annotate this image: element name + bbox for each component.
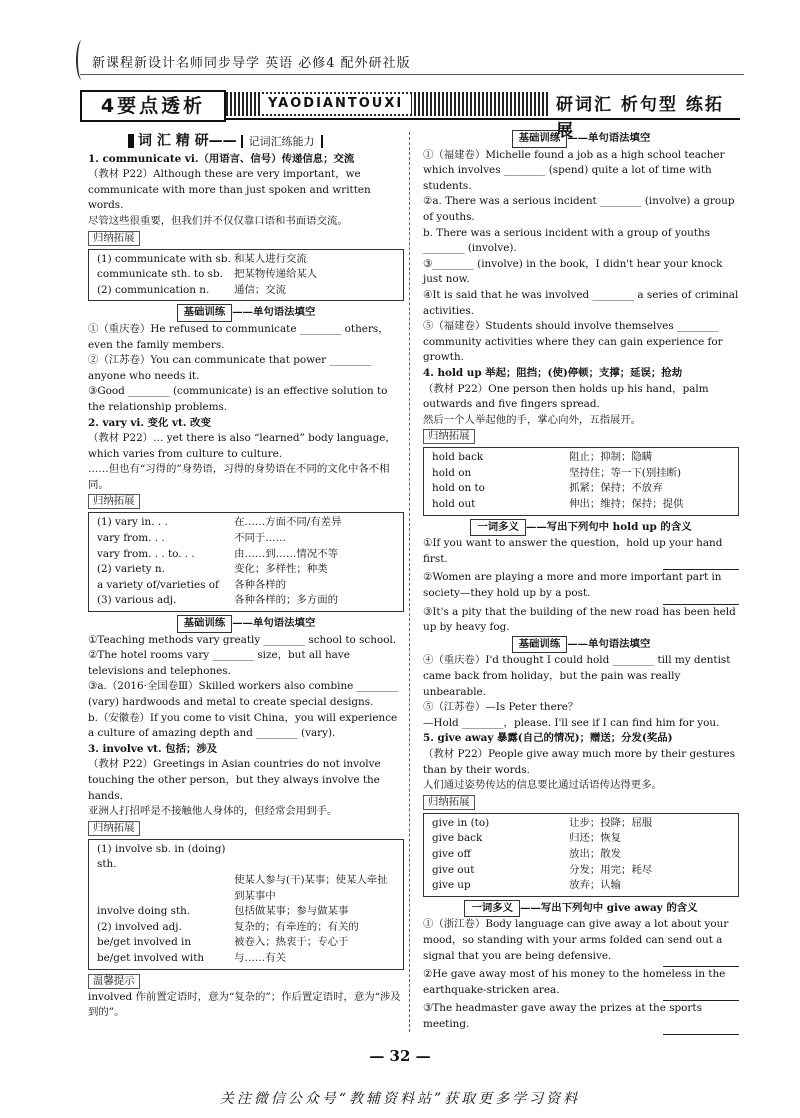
basic-training-tail: ——单句语法填空 bbox=[232, 617, 316, 630]
multi-meaning-label: 一词多义 bbox=[470, 519, 526, 537]
table-row bbox=[97, 951, 395, 967]
entry-example-zh: 人们通过姿势传达的信息要比通过话语传达得更多。 bbox=[423, 779, 662, 792]
right-column bbox=[423, 130, 739, 1035]
tip-label: 温馨提示 bbox=[88, 974, 140, 989]
phrase-cell: vary from. . . bbox=[97, 532, 165, 545]
table-row bbox=[97, 842, 395, 873]
phrase-cell: give out bbox=[432, 863, 475, 876]
footer-note: 关注微信公众号“教辅资料站”获取更多学习资料 bbox=[219, 1091, 581, 1107]
meaning-cell bbox=[234, 842, 395, 873]
induce-table bbox=[423, 447, 739, 515]
phrase-cell: vary from. . . to. . . bbox=[97, 547, 195, 560]
banner-pinyin: YAODIANTOUXI bbox=[260, 94, 411, 114]
exercise-item: ①If you want to answer the question，hold up your hand first. bbox=[423, 537, 723, 565]
induce-table bbox=[88, 839, 404, 970]
meaning-cell: 放出；散发 bbox=[569, 847, 622, 860]
table-row bbox=[432, 847, 730, 863]
meaning-cell: 伸出；维持；保持；提供 bbox=[569, 498, 684, 511]
exercise-item: ④It is said that he was involved ________ a series of criminal activities. bbox=[423, 288, 739, 317]
entry-example-zh: 然后一个人举起他的手，掌心向外，五指展开。 bbox=[423, 413, 642, 426]
tip-text: involved 作前置定语时，意为“复杂的”；作后置定语时，意为“涉及到的”。 bbox=[88, 990, 401, 1019]
exercise-item: ③________ (involve) in the book，I didn't hear your knock just now. bbox=[423, 257, 723, 286]
exercise-item: ③Good ________ (communicate) is an effective solution to the relationship problems. bbox=[88, 385, 388, 413]
table-row bbox=[97, 283, 395, 299]
phrase-cell: involve doing sth. bbox=[97, 905, 191, 918]
phrase-cell: give in (to) bbox=[432, 816, 490, 829]
meaning-cell: 在……方面不同/有差异 bbox=[234, 516, 342, 529]
exercise-item: ①（福建卷）Michelle found a job as a high school teacher which involves ________ (spend) quite a lot of time with students. bbox=[423, 148, 725, 192]
exercise-item: ①Teaching methods vary greatly ________ school to school. bbox=[88, 633, 397, 646]
entry-hold-up-heading: 4. hold up 举起；阻挡；(使)停顿；支撑；延误；抢劫 bbox=[423, 366, 683, 379]
phrase-cell: communicate sth. to sb. bbox=[97, 268, 223, 281]
meaning-cell: 不同于…… bbox=[234, 532, 287, 545]
multi-meaning-tail: ——写出下列句中 hold up 的含义 bbox=[525, 520, 692, 533]
exercise-item: —Hold ________，please. I'll see if I can find him for you. bbox=[423, 716, 720, 729]
meaning-cell: 阻止；抑制；隐瞒 bbox=[569, 451, 653, 464]
meaning-cell: 放弃；认输 bbox=[569, 879, 622, 892]
meaning-cell: 与……有关 bbox=[234, 951, 287, 964]
page-number: — 32 — bbox=[369, 1047, 431, 1065]
basic-training-tail: ——单句语法填空 bbox=[567, 132, 651, 144]
banner-underline bbox=[226, 118, 740, 120]
entry-example-zh: 尽管这些很重要，但我们并不仅仅靠口语和书面语交流。 bbox=[88, 214, 348, 227]
vocab-section-title: 词 汇 精 研 bbox=[138, 133, 209, 149]
entry-example-en: （教材 P22）One person then holds up his hand，palm outwards and five fingers spread. bbox=[423, 382, 709, 411]
exercise-item: ③a.（2016·全国卷Ⅲ）Skilled workers also combine ________ (vary) hardwoods and metal to create special designs. bbox=[88, 680, 399, 708]
book-title: 新课程新设计名师同步导学 英语 必修4 配外研社版 bbox=[92, 56, 411, 71]
phrase-cell: (3) various adj. bbox=[97, 594, 177, 607]
basic-training-label: 基础训练 bbox=[512, 130, 568, 148]
phrase-cell bbox=[97, 873, 234, 904]
meaning-cell: 通信；交流 bbox=[234, 283, 287, 296]
induce-label: 归纳拓展 bbox=[88, 494, 140, 509]
exercise-item: b.（安徽卷）If you come to visit China，you will experience a culture of amazing depth and ________ (vary). bbox=[88, 711, 398, 740]
induce-table-grid bbox=[97, 842, 395, 967]
basic-training-tail: ——单句语法填空 bbox=[567, 637, 651, 650]
phrase-cell: (1) involve sb. in (doing) sth. bbox=[97, 842, 226, 871]
phrase-cell: (2) variety n. bbox=[97, 563, 165, 576]
table-row bbox=[97, 904, 395, 920]
banner-tagline: 研词汇 析句型 练拓展 bbox=[556, 95, 724, 141]
table-row bbox=[97, 547, 395, 563]
meaning-cell: 把某物传递给某人 bbox=[234, 268, 318, 281]
phrase-cell: hold out bbox=[432, 498, 476, 511]
meaning-cell: 归还；恢复 bbox=[569, 832, 622, 845]
table-row bbox=[97, 267, 395, 283]
table-row bbox=[97, 531, 395, 547]
column-divider bbox=[409, 132, 410, 1032]
table-row bbox=[97, 935, 395, 951]
table-row bbox=[97, 593, 395, 609]
phrase-cell: (1) communicate with sb. bbox=[97, 252, 231, 265]
induce-table-grid bbox=[432, 450, 730, 512]
table-row bbox=[97, 578, 395, 594]
meaning-cell: 各种各样的；多方面的 bbox=[234, 594, 338, 607]
multi-meaning-tail: ——写出下列句中 give away 的含义 bbox=[520, 901, 698, 914]
induce-label: 归纳拓展 bbox=[423, 795, 475, 810]
entry-example-zh: 亚洲人打招呼是不接触他人身体的，但经常会用到手。 bbox=[88, 805, 338, 818]
meaning-cell: 和某人进行交流 bbox=[234, 252, 307, 265]
basic-training-label: 基础训练 bbox=[177, 615, 233, 633]
induce-table-grid bbox=[97, 252, 395, 299]
exercise-item: ②a. There was a serious incident ________ (involve) a group of youths. bbox=[423, 195, 735, 223]
multi-meaning-label: 一词多义 bbox=[464, 900, 520, 918]
exercise-item: ①（浙江卷）Body language can give away a lot about your mood，so standing with your arms folded can send out a signal that you are being defensive. bbox=[423, 918, 729, 962]
vocab-section-subtitle: 记词汇练能力 bbox=[241, 135, 323, 148]
meaning-cell: 让步；投降；屈服 bbox=[569, 816, 653, 829]
induce-table-grid bbox=[97, 515, 395, 609]
table-row bbox=[432, 450, 730, 466]
meaning-cell: 包括做某事；参与做某事 bbox=[234, 905, 349, 918]
table-row bbox=[97, 252, 395, 268]
exercise-item: ④（重庆卷）I'd thought I could hold ________ till my dentist came back from holiday，but the pain was really unbearable. bbox=[423, 654, 731, 698]
entry-give-away-heading: 5. give away 暴露(自己的情况)；赠送；分发(奖品) bbox=[423, 732, 673, 745]
meaning-cell: 被卷入；热衷于；专心于 bbox=[234, 936, 349, 949]
phrase-cell: give up bbox=[432, 879, 471, 892]
table-row bbox=[97, 873, 395, 904]
exercise-item: ②The hotel rooms vary ________ size，but all have televisions and telephones. bbox=[88, 649, 350, 677]
meaning-cell: 由……到……情况不等 bbox=[234, 547, 338, 560]
table-row bbox=[432, 497, 730, 513]
meaning-cell: 分发；用完；耗尽 bbox=[569, 863, 653, 876]
phrase-cell: give back bbox=[432, 832, 483, 845]
bookmark-icon bbox=[128, 134, 134, 148]
phrase-cell: hold on to bbox=[432, 482, 485, 495]
basic-training-label: 基础训练 bbox=[177, 304, 233, 322]
exercise-item: ②He gave away most of his money to the homeless in the earthquake-stricken area. bbox=[423, 968, 726, 996]
phrase-cell: be/get involved with bbox=[97, 951, 205, 964]
exercise-item: b. There was a serious incident with a group of youths ________ (involve). bbox=[423, 226, 710, 255]
induce-table bbox=[423, 813, 739, 897]
entry-communicate-heading: 1. communicate vi.（用语言、信号）传递信息；交流 bbox=[88, 152, 355, 165]
basic-training-label: 基础训练 bbox=[512, 636, 568, 654]
entry-vary-heading: 2. vary vi. 变化 vt. 改变 bbox=[88, 416, 211, 429]
entry-example-en: （教材 P22）… yet there is also “learned” body language，which varies from culture to culture. bbox=[88, 432, 396, 460]
banner-box: 4要点透析 bbox=[80, 90, 226, 122]
entry-example-en: （教材 P22）Although these are very important，we communicate with more than just spoken and written words. bbox=[88, 168, 371, 212]
phrase-cell: hold back bbox=[432, 451, 484, 464]
table-row bbox=[432, 831, 730, 847]
phrase-cell: (2) involved adj. bbox=[97, 920, 182, 933]
meaning-cell: 使某人参与(干)某事；使某人牵扯到某事中 bbox=[234, 873, 388, 902]
table-row bbox=[97, 920, 395, 936]
exercise-item: ②（江苏卷）You can communicate that power ________ anyone who needs it. bbox=[88, 354, 372, 382]
phrase-cell: (2) communication n. bbox=[97, 283, 210, 296]
induce-label: 归纳拓展 bbox=[88, 231, 140, 246]
induce-label: 归纳拓展 bbox=[423, 429, 475, 444]
entry-example-en: （教材 P22）People give away much more by their gestures than by their words. bbox=[423, 747, 735, 776]
meaning-cell: 各种各样的 bbox=[234, 578, 287, 591]
header-rule bbox=[80, 74, 744, 75]
induce-table bbox=[88, 512, 404, 612]
table-row bbox=[432, 481, 730, 497]
meaning-cell: 变化；多样性；种类 bbox=[234, 563, 328, 576]
induce-label: 归纳拓展 bbox=[88, 821, 140, 836]
exercise-item: ⑤（福建卷）Students should involve themselves ________ community activities where they can gain experience for growth. bbox=[423, 320, 723, 364]
exercise-item: ③It's a pity that the building of the new road has been held up by heavy fog. bbox=[423, 605, 736, 634]
basic-training-tail: ——单句语法填空 bbox=[232, 306, 316, 319]
meaning-cell: 坚持住；等一下(别挂断) bbox=[569, 466, 682, 479]
table-row bbox=[97, 515, 395, 531]
answer-blank bbox=[663, 1032, 739, 1035]
meaning-cell: 复杂的；有牵连的；有关的 bbox=[234, 920, 359, 933]
phrase-cell: (1) vary in. . . bbox=[97, 516, 168, 529]
table-row bbox=[432, 816, 730, 832]
left-column bbox=[88, 130, 404, 1021]
table-row bbox=[97, 562, 395, 578]
phrase-cell: be/get involved in bbox=[97, 936, 192, 949]
induce-table bbox=[88, 249, 404, 302]
entry-example-zh: ……但也有“习得的”身势语，习得的身势语在不同的文化中各不相同。 bbox=[88, 463, 390, 491]
phrase-cell: a variety of/varieties of bbox=[97, 578, 219, 591]
exercise-item: ②Women are playing a more and more important part in society—they hold up by a post. bbox=[423, 571, 722, 600]
exercise-item: ③The headmaster gave away the prizes at the sports meeting. bbox=[423, 1002, 702, 1030]
table-row bbox=[432, 863, 730, 879]
exercise-item: ①（重庆卷）He refused to communicate ________ others，even the family members. bbox=[88, 322, 389, 351]
vocab-section-heading: 词 汇 精 研—— 记词汇练能力 bbox=[128, 134, 404, 150]
phrase-cell: hold on bbox=[432, 466, 472, 479]
entry-involve-heading: 3. involve vt. 包括；涉及 bbox=[88, 742, 218, 755]
entry-example-en: （教材 P22）Greetings in Asian countries do not involve touching the other person，but they always involve the hands. bbox=[88, 758, 381, 802]
meaning-cell: 抓紧；保持；不放弃 bbox=[569, 482, 663, 495]
phrase-cell: give off bbox=[432, 847, 471, 860]
table-row bbox=[432, 466, 730, 482]
induce-table-grid bbox=[432, 816, 730, 894]
exercise-item: ⑤（江苏卷）—Is Peter there？ bbox=[423, 701, 579, 714]
table-row bbox=[432, 878, 730, 894]
